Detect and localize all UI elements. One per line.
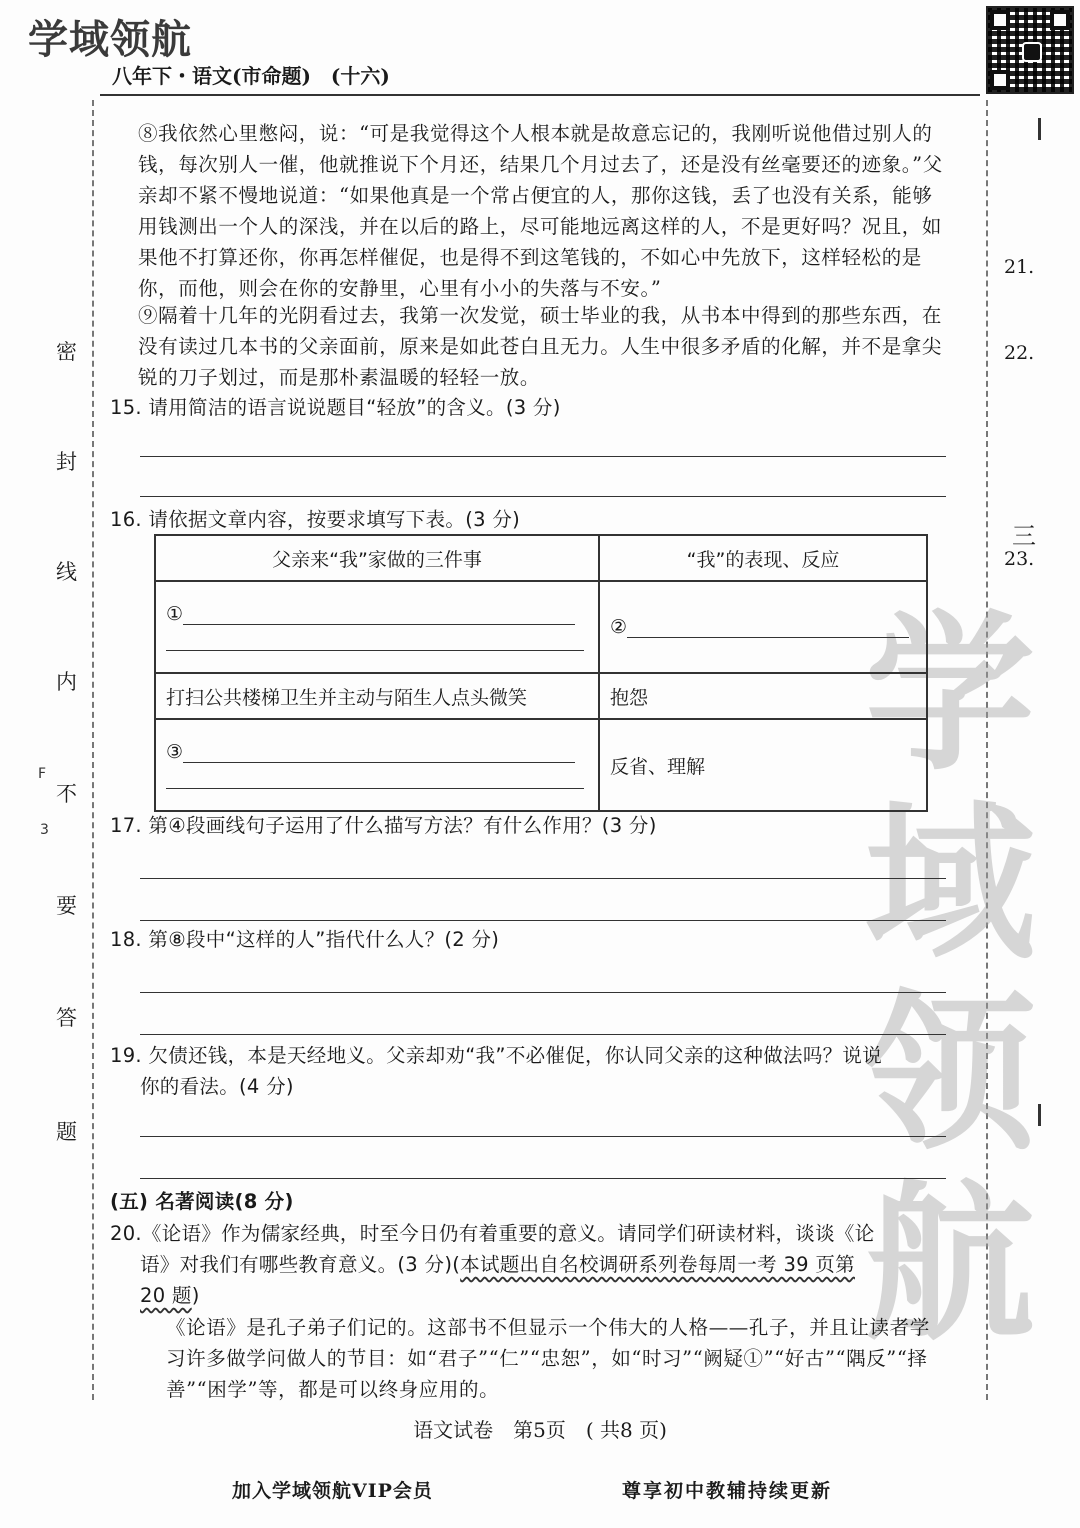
answer-line[interactable] <box>140 992 946 993</box>
side-tick <box>1038 1104 1041 1126</box>
question-17: 17. 第④段画线句子运用了什么描写方法？有什么作用？(3 分) <box>110 814 657 837</box>
exam-title: 八年下・语文(市命题) (十六) <box>112 64 390 88</box>
left-seal-line <box>92 100 94 1400</box>
side-number: 三 <box>1012 522 1036 550</box>
table-cell-blank-1[interactable] <box>155 581 599 673</box>
table-header: 父亲来“我”家做的三件事 <box>155 535 599 581</box>
table-cell: 打扫公共楼梯卫生并主动与陌生人点头微笑 <box>155 673 599 719</box>
side-number: 21. <box>1004 256 1035 278</box>
table-cell-blank-3[interactable] <box>155 719 599 811</box>
seal-char: 不 <box>56 782 77 806</box>
question-19: 19. 欠债还钱，本是天经地义。父亲却劝“我”不必催促，你认同父亲的这种做法吗？说说 你的看法。(4 分) <box>110 1044 883 1098</box>
promo-left: 加入学域领航VIP会员 <box>232 1480 433 1502</box>
circle-marker: ② <box>610 616 628 638</box>
question-16: 16. 请依据文章内容，按要求填写下表。(3 分) <box>110 508 521 531</box>
side-number: 23. <box>1004 548 1035 570</box>
table-header: “我”的表现、反应 <box>599 535 927 581</box>
seal-char: 密 <box>56 340 77 364</box>
right-seal-line <box>986 100 988 1400</box>
promo-right: 尊享初中教辅持续更新 <box>622 1480 833 1502</box>
answer-line[interactable] <box>140 1178 946 1179</box>
brand-logo: 学域领航 <box>28 17 192 63</box>
question-20: 20.《论语》作为儒家经典，时至今日仍有着重要的意义。请同学们研读材料，谈谈《论 语》对我们有哪些教育意义。(3 分)(本试题出自名校调研系列卷每周一考 39 页第 20 题) <box>110 1222 875 1307</box>
section-heading: (五) 名著阅读(8 分) <box>110 1190 294 1213</box>
answer-line[interactable] <box>140 1034 946 1035</box>
margin-fragment: F <box>38 766 47 782</box>
passage-paragraph-9: ⑨隔着十几年的光阴看过去，我第一次发觉，硕士毕业的我，从书本中得到的那些东西，在没有读过几本书的父亲面前，原来是如此苍白且无力。人生中很多矛盾的化解，并不是拿尖锐的刀子划过，而是那朴素温暖的轻轻一放。 <box>138 304 943 389</box>
question-16-table <box>154 534 928 812</box>
qr-code <box>986 6 1074 94</box>
seal-char: 题 <box>56 1120 77 1144</box>
source-note: 20 题 <box>140 1284 192 1307</box>
answer-line[interactable] <box>140 1136 946 1137</box>
circle-marker: ③ <box>166 741 184 763</box>
seal-char: 线 <box>56 560 77 584</box>
side-number: 22. <box>1004 342 1035 364</box>
seal-char: 内 <box>56 670 77 694</box>
source-note: 本试题出自名校调研系列卷每周一考 39 页第 <box>460 1253 855 1276</box>
answer-line[interactable] <box>140 920 946 921</box>
passage-paragraph-8: ⑧我依然心里憋闷，说：“可是我觉得这个人根本就是故意忘记的，我刚听说他借过别人的钱，每次别人一催，他就推说下个月还，结果几个月过去了，还是没有丝毫要还的迹象。”父亲却不紧不慢地说道：“如果他真是一个常占便宜的人，那你这钱，丢了也没有关系，能够用钱测出一个人的深浅，并在以后的路上，尽可能地远离这样的人，不是更好吗？况且，如果他不打算还你，你再怎样催促，也是得不到这笔钱的，不如心中先放下，这样轻松的是你，而他，则会在你的安静里，心里有小小的失落与不安。” <box>138 122 943 300</box>
seal-char: 答 <box>56 1006 77 1030</box>
page-info: 语文试卷 第5页 ( 共8 页) <box>413 1418 667 1442</box>
table-cell: 抱怨 <box>599 673 927 719</box>
material-quote: 《论语》是孔子弟子们记的。这部书不但显示一个伟大的人格——孔子，并且让读者学习许多做学问做人的节目：如“君子”“仁”“忠恕”，如“时习”“阙疑①”“好古”“隅反”“择善”“困学”等，都是可以终身应用的。 <box>166 1316 930 1401</box>
side-tick <box>1038 118 1041 140</box>
answer-line[interactable] <box>140 456 946 457</box>
answer-line[interactable] <box>140 878 946 879</box>
seal-char: 封 <box>56 450 77 474</box>
table-cell: 反省、理解 <box>599 719 927 811</box>
answer-line[interactable] <box>140 496 946 497</box>
question-18: 18. 第⑧段中“这样的人”指代什么人？(2 分) <box>110 928 500 951</box>
margin-fragment: 3 <box>40 822 49 838</box>
watermark: 学域领航 <box>864 596 1035 1364</box>
circle-marker: ① <box>166 603 184 625</box>
question-15: 15. 请用简洁的语言说说题目“轻放”的含义。(3 分) <box>110 396 561 419</box>
seal-char: 要 <box>56 894 77 918</box>
table-cell-blank-2[interactable] <box>599 581 927 673</box>
header-rule <box>100 94 980 96</box>
